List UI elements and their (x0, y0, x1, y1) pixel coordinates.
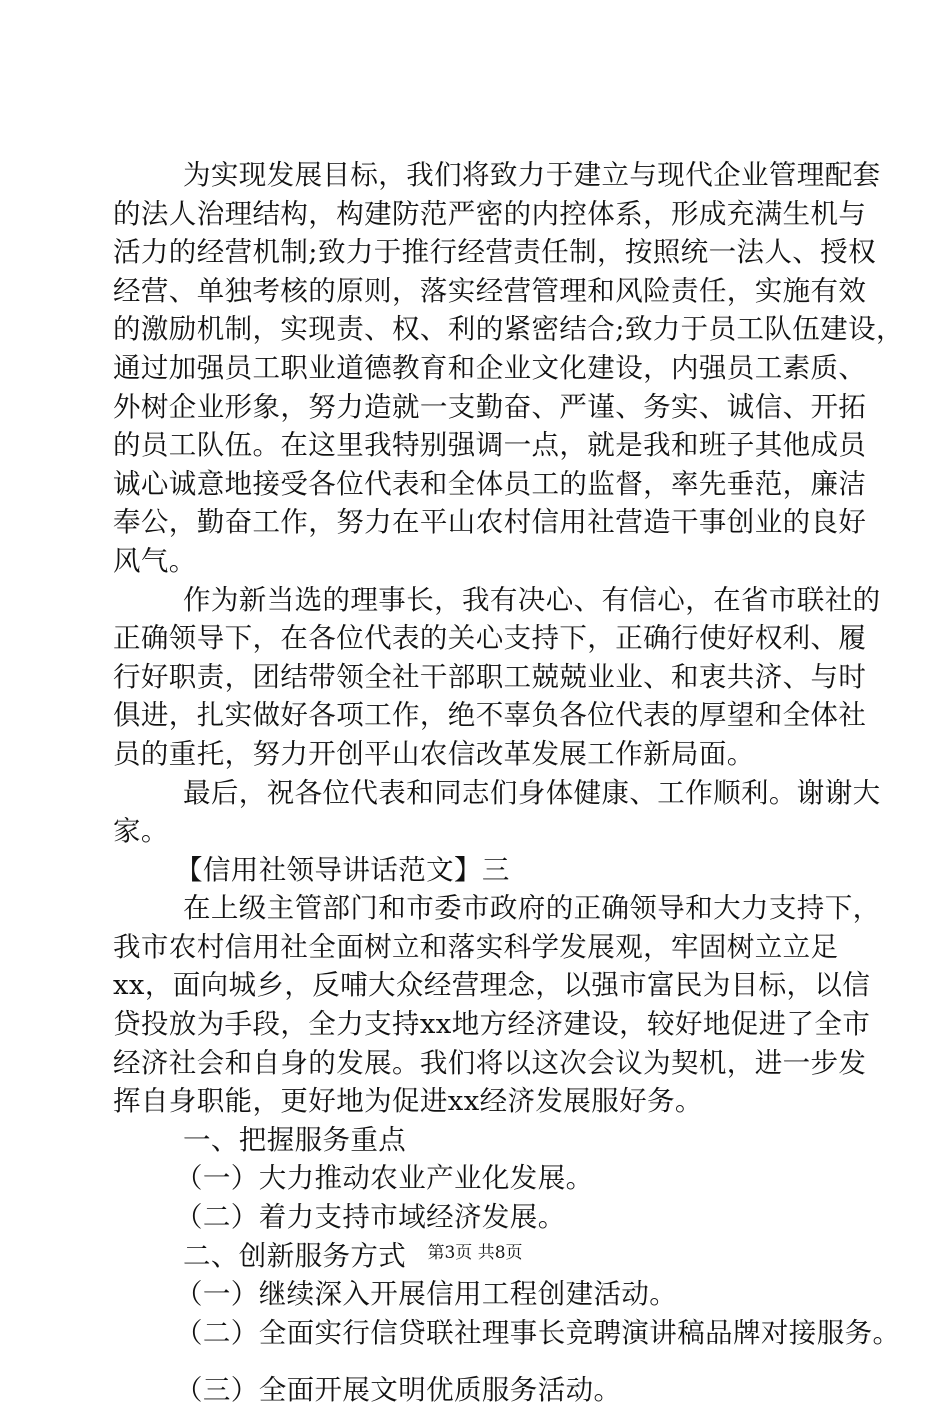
paragraph-line: 诚心诚意地接受各位代表和全体员工的监督，率先垂范，廉洁 (113, 467, 867, 500)
paragraph-line: 的法人治理结构，构建防范严密的内控体系，形成充满生机与 (113, 197, 867, 230)
paragraph-line: 员的重托，努力开创平山农信改革发展工作新局面。 (113, 737, 755, 770)
paragraph-line: 俱进，扎实做好各项工作，绝不辜负各位代表的厚望和全体社 (113, 699, 867, 732)
paragraph-line: 通过加强员工职业道德教育和企业文化建设，内强员工素质、 (113, 351, 867, 384)
paragraph-line: 的激励机制，实现责、权、利的紧密结合;致力于员工队伍建设， (113, 313, 904, 346)
paragraph-line: 行好职责，团结带领全社干部职工兢兢业业、和衷共济、与时 (113, 660, 867, 693)
list-item: （一）大力推动农业产业化发展。 (175, 1162, 594, 1195)
page-number: 第3页 共8页 (427, 1243, 523, 1263)
paragraph-line: 风气。 (113, 544, 197, 577)
list-heading: 一、把握服务重点 (183, 1123, 407, 1156)
paragraph-line: xx，面向城乡，反哺大众经营理念，以强市富民为目标，以信 (113, 969, 871, 1002)
paragraph-line: 最后，祝各位代表和同志们身体健康、工作顺利。谢谢大 (183, 776, 881, 809)
list-item: （二）着力支持市域经济发展。 (175, 1201, 566, 1234)
paragraph-line: 活力的经营机制;致力于推行经营责任制，按照统一法人、授权 (113, 236, 876, 269)
paragraph-line: 挥自身职能，更好地为促进xx经济发展服好务。 (113, 1085, 703, 1118)
paragraph-line: 作为新当选的理事长，我有决心、有信心，在省市联社的 (183, 583, 881, 616)
list-item: （一）继续深入开展信用工程创建活动。 (175, 1278, 678, 1311)
paragraph-line: 家。 (113, 815, 169, 848)
section-heading: 【信用社领导讲话范文】三 (175, 853, 510, 886)
paragraph-line: 外树企业形象，努力造就一支勤奋、严谨、务实、诚信、开拓 (113, 390, 867, 423)
spacer (113, 1352, 853, 1371)
paragraph-line: 奉公，勤奋工作，努力在平山农村信用社营造干事创业的良好 (113, 506, 867, 539)
list-item: （三）全面开展文明优质服务活动。 (175, 1374, 622, 1407)
list-item: （二）全面实行信贷联社理事长竞聘演讲稿品牌对接服务。 (175, 1316, 901, 1349)
paragraph-line: 正确领导下，在各位代表的关心支持下，正确行使好权利、履 (113, 622, 867, 655)
paragraph-line: 贷投放为手段，全力支持xx地方经济建设，较好地促进了全市 (113, 1008, 871, 1041)
paragraph-line: 我市农村信用社全面树立和落实科学发展观，牢固树立立足 (113, 930, 839, 963)
paragraph-line: 为实现发展目标，我们将致力于建立与现代企业管理配套 (183, 159, 881, 191)
paragraph-line: 的员工队伍。在这里我特别强调一点，就是我和班子其他成员 (113, 429, 867, 462)
paragraph-line: 经营、单独考核的原则，落实经营管理和风险责任，实施有效 (113, 274, 867, 307)
paragraph-line: 在上级主管部门和市委市政府的正确领导和大力支持下， (183, 892, 881, 925)
list-heading: 二、创新服务方式 (183, 1239, 407, 1272)
paragraph-line: 经济社会和自身的发展。我们将以这次会议为契机，进一步发 (113, 1046, 867, 1079)
document-body (113, 156, 904, 1410)
